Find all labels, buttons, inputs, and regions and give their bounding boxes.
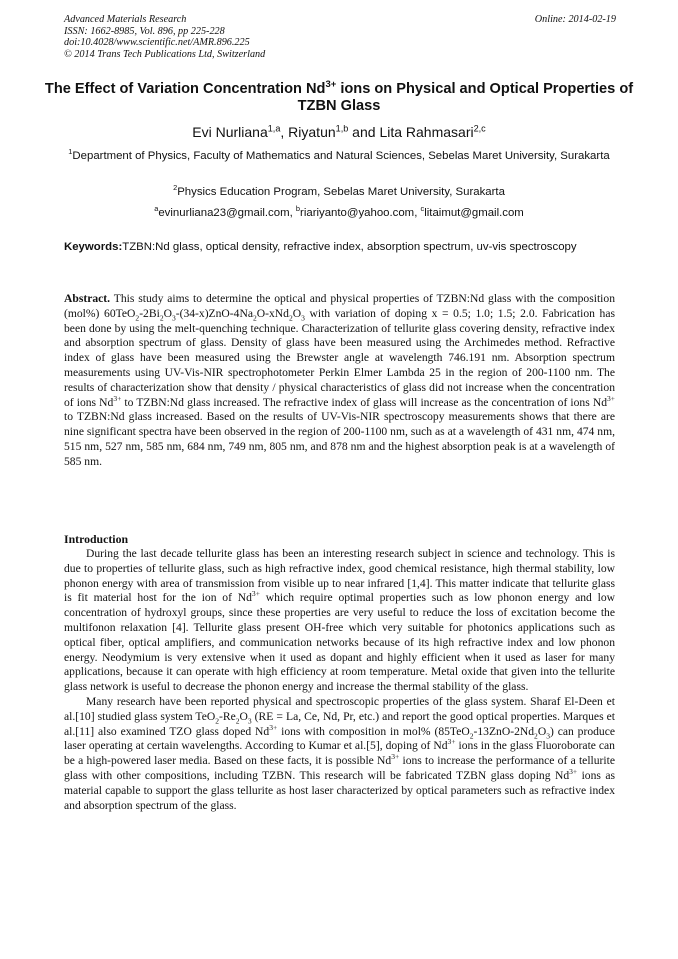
affiliation-2: $^2$Physics Education Program, Sebelas Maret University, Surakarta [173,183,505,198]
email-link[interactable]: riariyanto@yahoo.com [300,207,415,219]
abstract-label: Abstract. [64,292,111,305]
online-date: Online: 2014-02-19 [534,14,616,25]
author-name: Riyatun [288,124,336,140]
abstract: Abstract. This study aims to determine the optical and physical properties of TZBN:Nd glass with the composition (mol%) $60TeO_2-2Bi_2O_3-(34-x)ZnO-4Na_2O-xNd_2O_3$ with variation of doping x = 0.5; 1.0; 1.5; 2.0. Fabrication has been done by using the melt-quenching technique. Characterization of tellurite glass covering density, refractive index and absorption spectrum of glass. Density of glass have been measured using the Archimedes method. Refractive index of glass have been measured using the Brewster angle at wavelength 746.191 nm. Absorption spectrum measurements using UV-Vis-NIR spectrophotometer Perkin Elmer Lambda 25 in the region of 200-1100 nm. The results of characterization show that density / physical characteristics of glass did not increase when the concentration of ions $Nd^{3+}$ to TZBN:Nd glass increased. The refractive index of glass will increase as the concentration of ions $Nd^{3+}$ to TZBN:Nd glass increased. Based on the results of UV-Vis-NIR spectroscopy measurements shows that there are nine significant spectra have been observed in the region of 200-1100 nm, such as at a wavelength of 431 nm, 474 nm, 515 nm, 527 nm, 585 nm, 684 nm, 749 nm, 805 nm, and 878 nm and the highest absorption peak is at a wavelength of 585 nm. [64,292,616,468]
paper-title: The Effect of Variation Concentration $Nd^{3+}$ ions on Physical and Optical Properties of TZBN Glass [44,79,634,114]
journal-name: Advanced Materials Research [64,14,187,25]
author-list: Evi Nurliana$^{1,a}$, Riyatun$^{1,b}$ and Lita Rahmasari$^{2,c}$ [192,123,486,140]
issn-line: ISSN: 1662-8985, Vol. 896, pp 225-228 [64,25,225,37]
affiliation-1: $^1$Department of Physics, Faculty of Mathematics and Natural Sciences, Sebelas Maret University, Surakarta [68,147,610,162]
page-header [64,14,616,60]
email-link[interactable]: litaimut@gmail.com [424,207,524,219]
keywords-label: Keywords: [64,241,123,253]
section-heading: Introduction [64,532,129,546]
author-name: Evi Nurliana [192,124,268,140]
keywords-text: TZBN:Nd glass, optical density, refractive index, absorption spectrum, uv-vis spectroscopy [122,241,577,253]
doi-line: doi:10.4028/www.scientific.net/AMR.896.225 [64,37,250,49]
introduction-body [64,547,615,813]
author-name: Lita Rahmasari [379,124,474,140]
email-list: $^a$evinurliana23@gmail.com, $^b$riariyanto@yahoo.com, $^c$litaimut@gmail.com [154,204,524,219]
copyright-line: © 2014 Trans Tech Publications Ltd, Switzerland [64,48,266,60]
paragraph: Many research have been reported physical and spectroscopic properties of the glass system. Sharaf El-Deen et al.[10] studied glass system $TeO_2-Re_2O_3$ (RE = La, Ce, Nd, Pr, etc.) and report the good optical properties. Marques et al.[11] also examined TZO glass doped $Nd^{3+}$ ions with composition in mol% $(85TeO_2-13ZnO-2Nd_2O_3)$ can produce laser operating at certain wavelengths. According to Kumar et al.[5], doping of $Nd^{3+}$ ions in the glass Fluoroborate can be a high-powered laser media. Based on these facts, it is possible $Nd^{3+}$ ions to increase the performance of a tellurite glass with other compositions, including TZBN. This research will be fabricated TZBN glass doping $Nd^{3+}$ ions as material capable to support the glass tellurite as host laser characterized by optical parameters such as refractive index and absorption spectrum of the glass. [64,694,616,812]
keywords [64,240,615,255]
paragraph: During the last decade tellurite glass has been an interesting research subject in science and technology. This is due to properties of tellurite glass, such as high refractive index, good chemical resistance, high thermal stability, low phonon energy with area of transmission from visible up to near infrared [1,4]. This matter indicate that tellurite glass is fit material host for the ion of $Nd^{3+}$ which require optimal properties such as low phonon energy and low concentration of hydroxyl groups, since these properties are very useful to reduce the loss of excitation become the multifonon relaxation [4]. Tellurite glass present OH-free which very suitable for photonics applications such as optical fiber, optical amplifiers, and communication networks because of its high refractive index and low phonon energy. Neodymium is very extensive when it used as dopant and highly efficient when it used as laser for many applications, because it can operate with high efficiency at room temperature. Metal oxide that given into the tellurite glass network is useful to decrease the phonon energy and increase the thermal stability of the glass. [64,547,616,694]
email-link[interactable]: evinurliana23@gmail.com [158,207,290,219]
